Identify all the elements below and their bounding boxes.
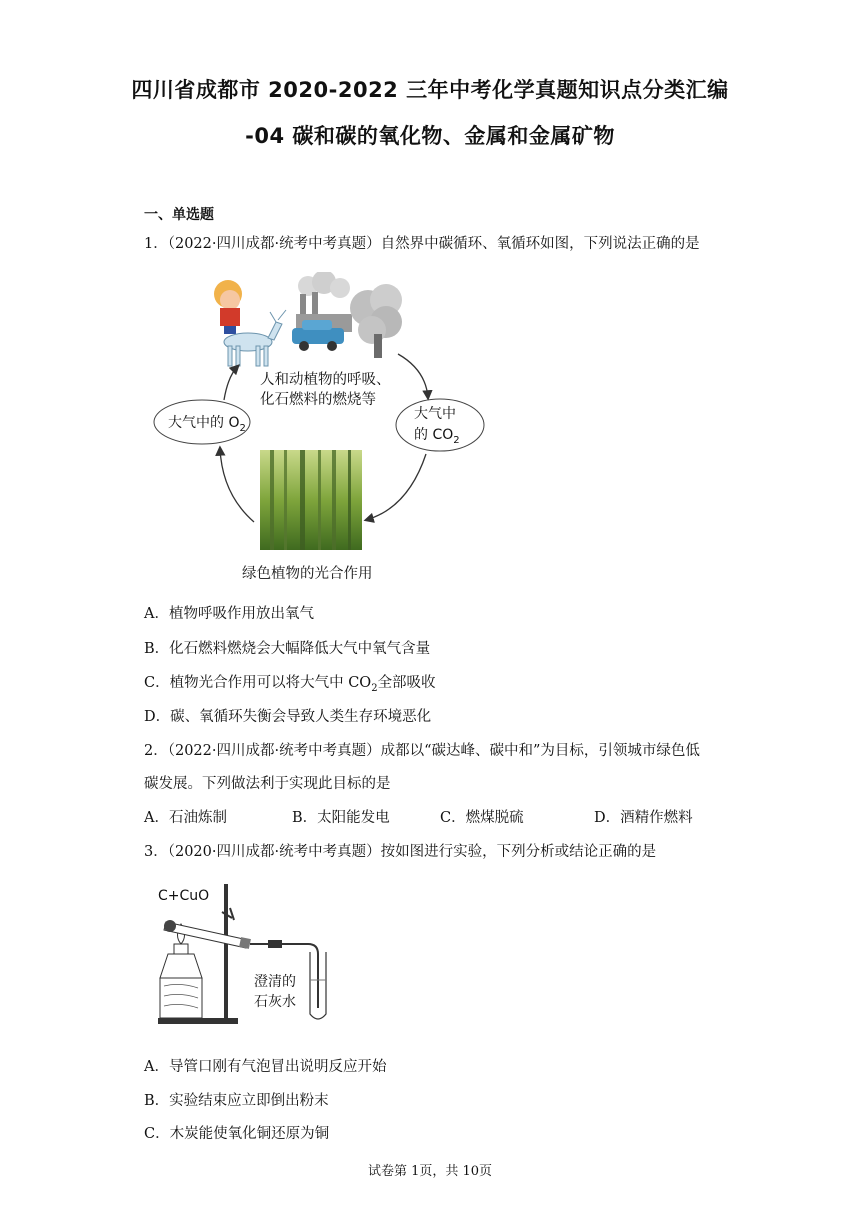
water-label-1: 澄清的: [254, 974, 296, 990]
q3-option-b: B．实验结束应立即倒出粉末: [144, 1093, 329, 1109]
tree-icon: [350, 284, 402, 358]
left-oval-label: 大气中的 $O_2$: [168, 415, 246, 434]
iron-stand-rod: [224, 884, 228, 1020]
reduction-experiment-figure: [150, 878, 340, 1028]
q1-option-d: D．碳、氧循环失衡会导致人类生存环境恶化: [144, 709, 432, 725]
document-title-line-1: 四川省成都市 2020-2022 三年中考化学真题知识点分类汇编: [131, 78, 729, 102]
q3-stem: 3．（2020·四川成都·统考中考真题）按如图进行实验，下列分析或结论正确的是: [144, 844, 657, 860]
q2-option-c: C．燃煤脱硫: [440, 810, 524, 826]
arrow-to-o2: [220, 448, 254, 522]
q1-option-c: C．植物光合作用可以将大气中 $CO_2$全部吸收: [144, 675, 436, 694]
figure-center-label-1: 人和动植物的呼吸、: [260, 372, 391, 388]
figure-caption: 绿色植物的光合作用: [242, 566, 373, 582]
iron-stand-base: [158, 1018, 238, 1024]
right-oval-label-2: 的 $CO_2$: [414, 427, 460, 446]
q2-stem-line-1: 2．（2022·四川成都·统考中考真题）成都以“碳达峰、碳中和”为目标，引领城市绿色低: [144, 743, 700, 759]
water-label-2: 石灰水: [254, 994, 296, 1010]
rubber-tube: [268, 940, 282, 948]
q2-option-d: D．酒精作燃料: [594, 810, 693, 826]
q3-option-a: A．导管口刚有气泡冒出说明反应开始: [144, 1059, 387, 1075]
person-icon: [214, 280, 242, 334]
forest-image: [260, 450, 362, 550]
arrow-to-photosynthesis: [366, 454, 426, 520]
wooden-block: [160, 978, 202, 1018]
arrow-to-organisms: [224, 366, 238, 400]
q1-option-b: B．化石燃料燃烧会大幅降低大气中氧气含量: [144, 641, 431, 657]
section-heading: 一、单选题: [144, 207, 214, 223]
q3-option-c: C．木炭能使氧化铜还原为铜: [144, 1126, 330, 1142]
arrow-to-co2: [398, 354, 428, 398]
q2-option-a: A．石油炼制: [144, 810, 227, 826]
q2-option-b: B．太阳能发电: [292, 810, 390, 826]
q1-option-a: A．植物呼吸作用放出氧气: [144, 606, 314, 622]
reagent-label: C+CuO: [158, 888, 210, 904]
q2-stem-line-2: 碳发展。下列做法利于实现此目标的是: [144, 776, 391, 792]
carbon-oxygen-cycle-figure: [150, 272, 490, 592]
figure-center-label-2: 化石燃料的燃烧等: [260, 392, 376, 408]
right-oval-label-1: 大气中: [414, 406, 456, 422]
document-title-line-2: -04 碳和碳的氧化物、金属和金属矿物: [245, 124, 615, 148]
q1-stem: 1．（2022·四川成都·统考中考真题）自然界中碳循环、氧循环如图，下列说法正确的是: [144, 236, 700, 252]
page-footer: 试卷第 1页，共 10页: [367, 1164, 493, 1179]
